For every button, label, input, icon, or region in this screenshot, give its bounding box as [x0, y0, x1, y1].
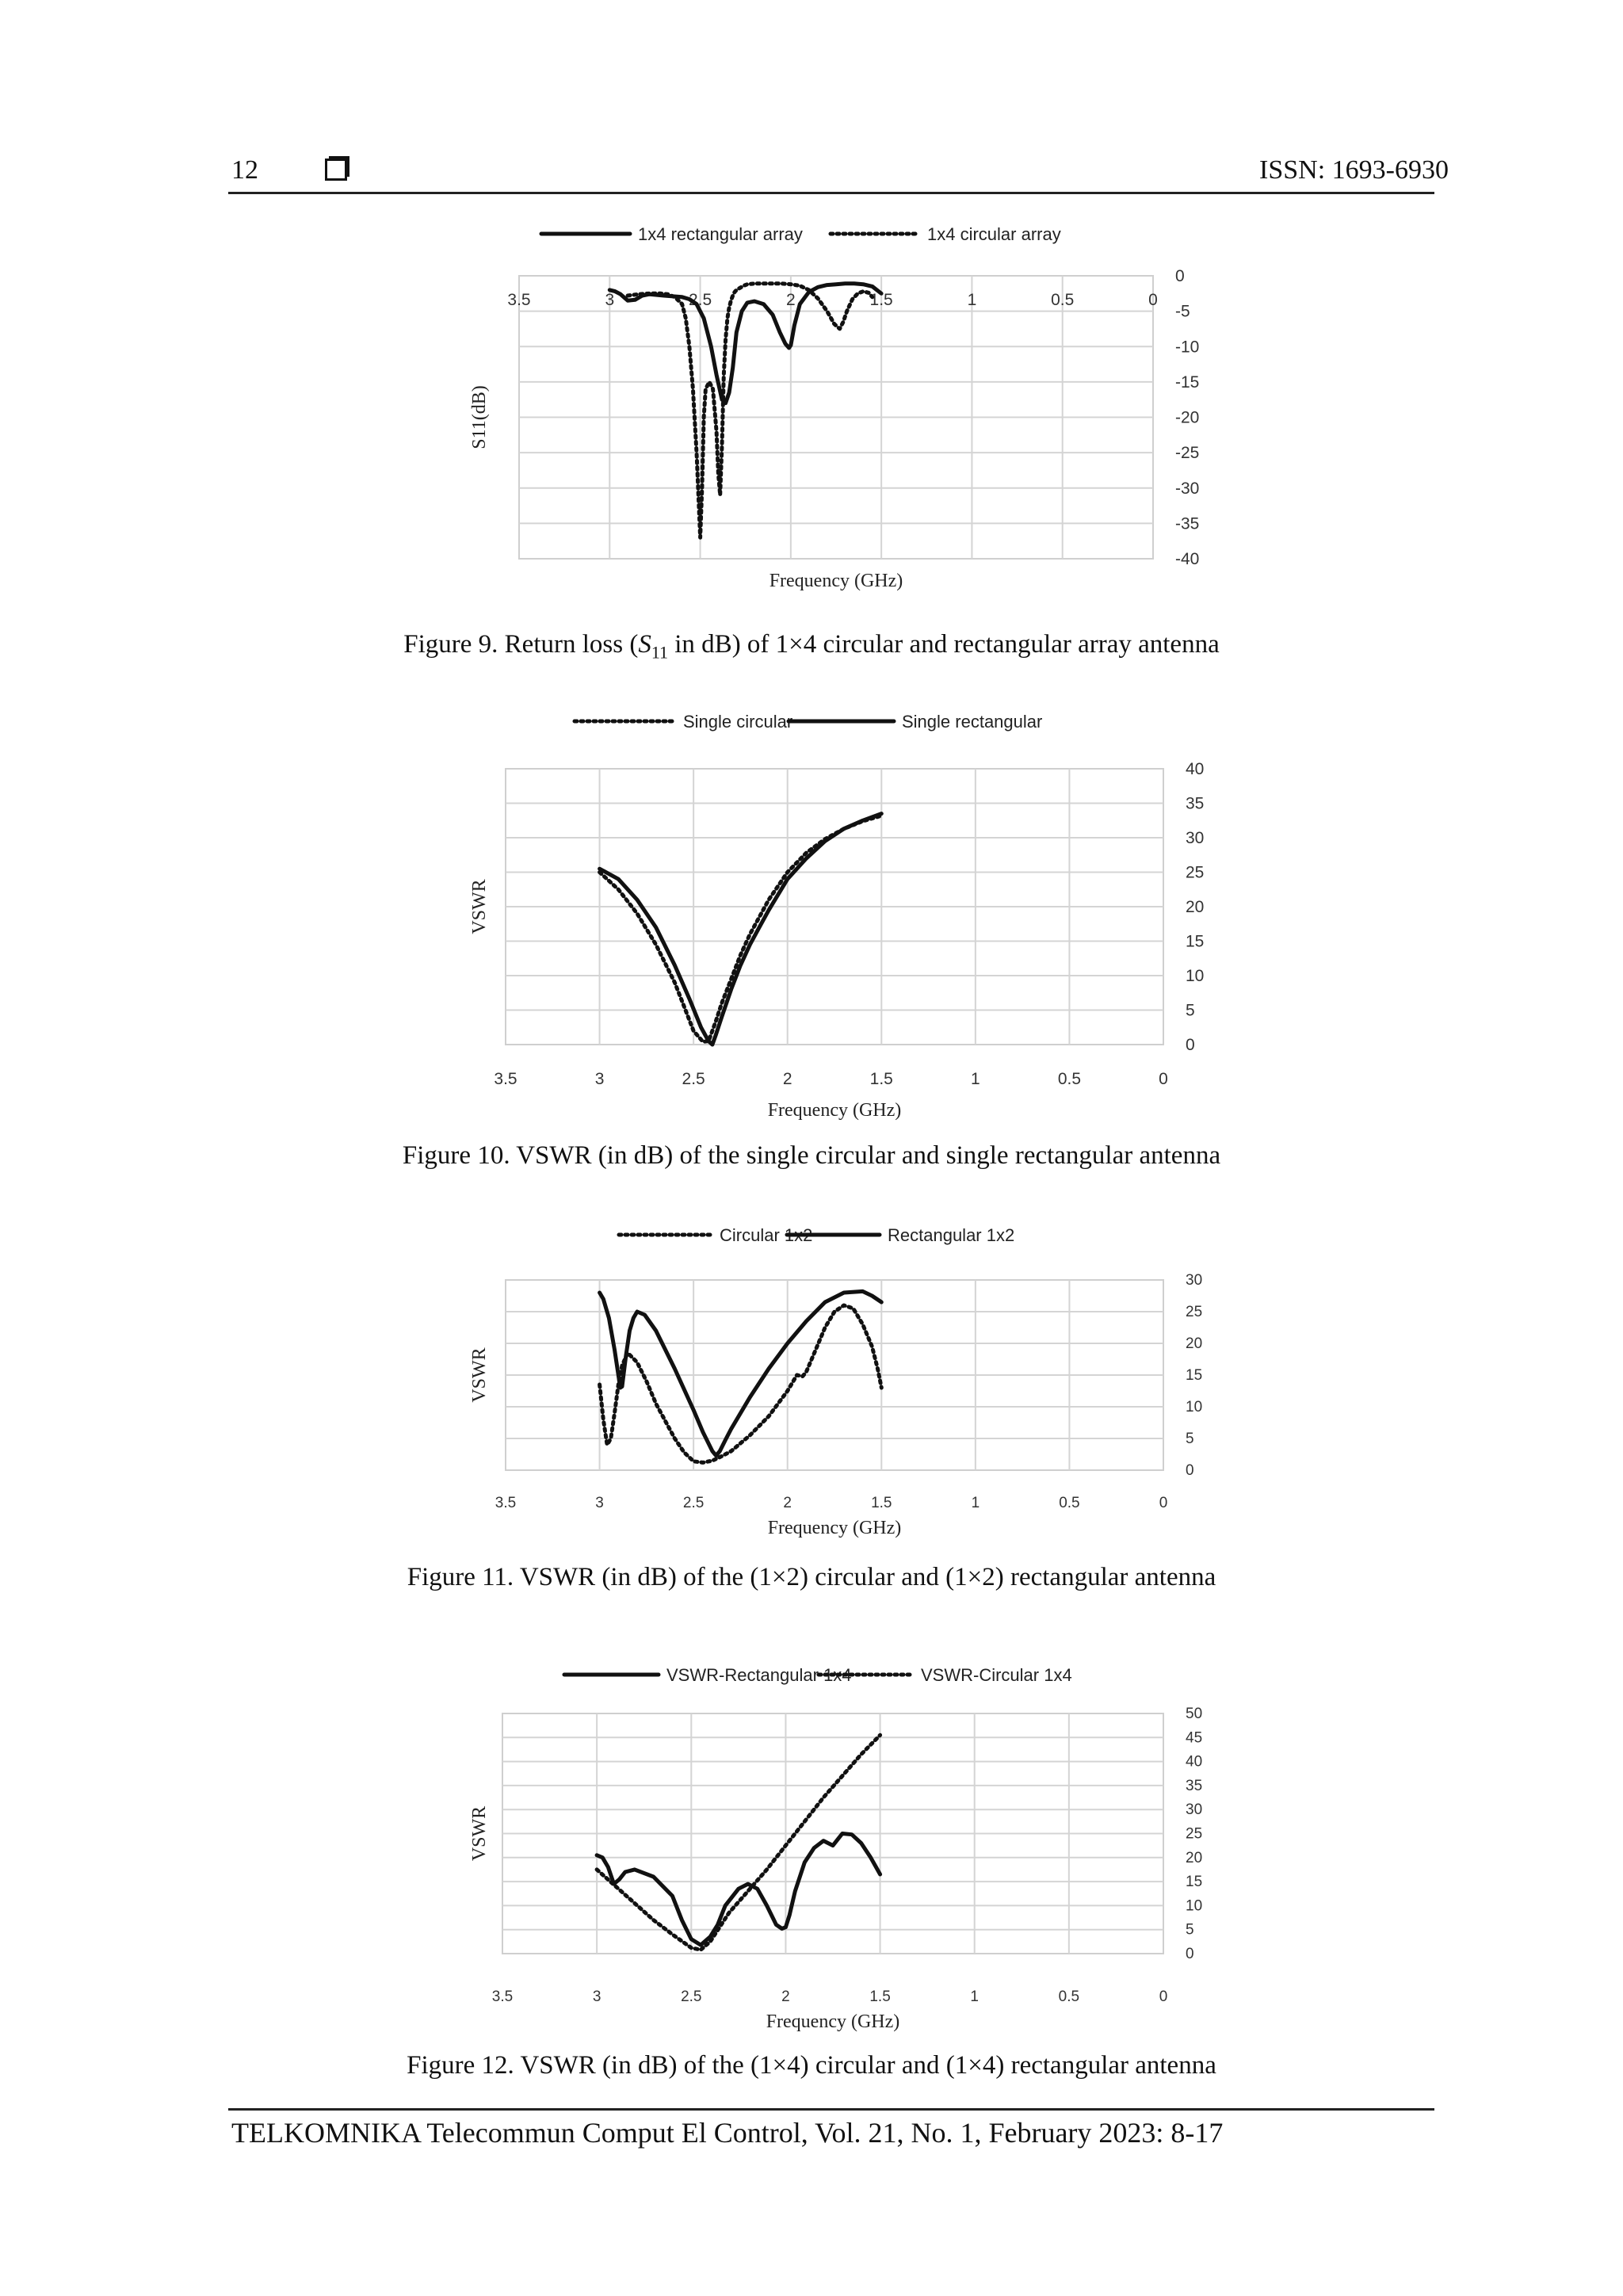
x-axis-title: Frequency (GHz): [767, 1100, 902, 1121]
x-tick-label: 3: [605, 291, 615, 309]
y-tick-label: -20: [1175, 408, 1200, 427]
journal-footer: TELKOMNIKA Telecommun Comput El Control, Vol. 21, No. 1, February 2023: 8-17: [231, 2117, 1224, 2149]
y-tick-label: 5: [1186, 1431, 1194, 1447]
x-tick-label: 3.5: [507, 291, 531, 309]
x-tick-label: 2: [783, 1495, 792, 1511]
y-tick-label: -30: [1175, 479, 1200, 498]
caption-symbol: S: [638, 630, 651, 659]
legend-label: 1x4 rectangular array: [638, 224, 803, 244]
x-tick-label: 0.5: [1057, 1070, 1082, 1088]
box-icon: [325, 159, 347, 181]
y-tick-label: 15: [1186, 1367, 1203, 1384]
figure-9-chart: [0, 206, 1623, 618]
y-tick-label: 20: [1186, 1849, 1203, 1866]
y-tick-label: 50: [1186, 1706, 1203, 1722]
y-tick-label: 35: [1186, 794, 1205, 813]
caption-text: Figure 9. Return loss (: [403, 630, 639, 659]
y-tick-label: 0: [1186, 1036, 1195, 1054]
footer-rule: [228, 2108, 1434, 2111]
x-axis-title: Frequency (GHz): [769, 571, 903, 591]
figure-12-caption: Figure 12. VSWR (in dB) of the (1×4) circular and (1×4) rectangular antenna: [407, 2051, 1216, 2080]
caption-subscript: 11: [651, 642, 669, 663]
y-tick-label: -15: [1175, 372, 1200, 392]
y-tick-label: 15: [1186, 1874, 1203, 1891]
y-tick-label: 10: [1186, 1897, 1203, 1915]
y-axis-title: VSWR: [469, 1347, 490, 1403]
y-tick-label: 25: [1186, 863, 1205, 882]
y-tick-label: -25: [1175, 444, 1200, 463]
x-tick-label: 0.5: [1059, 1495, 1080, 1511]
x-tick-label: 3.5: [491, 1988, 514, 2005]
x-tick-label: 1.5: [871, 1495, 892, 1511]
figure-10-chart: [0, 697, 1623, 1125]
legend-label: Single rectangular: [902, 712, 1043, 732]
legend-label: Circular 1x2: [720, 1225, 813, 1245]
y-tick-label: 25: [1186, 1825, 1203, 1843]
y-tick-label: 5: [1186, 1001, 1195, 1020]
x-tick-label: 3.5: [494, 1070, 517, 1088]
x-tick-label: 0: [1159, 1495, 1168, 1511]
legend-label: VSWR-Circular 1x4: [921, 1665, 1072, 1685]
figure-12-chart: [0, 1637, 1623, 2041]
x-axis-title: Frequency (GHz): [766, 2011, 900, 2032]
legend-label: Rectangular 1x2: [888, 1225, 1015, 1245]
y-tick-label: 30: [1186, 1272, 1203, 1289]
figure-9-caption: [0, 630, 1623, 663]
y-tick-label: -40: [1175, 550, 1200, 568]
x-tick-label: 1.5: [869, 1988, 891, 2005]
y-tick-label: 15: [1186, 932, 1205, 951]
y-tick-label: 30: [1186, 829, 1205, 847]
x-tick-label: 0.5: [1051, 291, 1075, 309]
y-tick-label: 5: [1186, 1921, 1194, 1939]
caption-text: in dB) of 1×4 circular and rectangular array antenna: [668, 630, 1220, 659]
y-tick-label: 35: [1186, 1777, 1203, 1794]
x-tick-label: 0: [1159, 1988, 1168, 2005]
x-tick-label: 1.5: [869, 1070, 893, 1088]
x-tick-label: 1: [971, 1495, 980, 1511]
x-tick-label: 1: [970, 1988, 980, 2005]
figure-10-caption: Figure 10. VSWR (in dB) of the single circular and single rectangular antenna: [402, 1141, 1221, 1170]
y-tick-label: 10: [1186, 1399, 1203, 1415]
x-tick-label: 1.5: [869, 291, 893, 309]
y-tick-label: 30: [1186, 1801, 1203, 1819]
x-tick-label: 3: [594, 1070, 605, 1088]
x-tick-label: 2: [781, 1988, 790, 2005]
x-tick-label: 0.5: [1058, 1988, 1080, 2005]
y-tick-label: 25: [1186, 1304, 1203, 1320]
x-tick-label: 1: [967, 291, 977, 309]
y-tick-label: -35: [1175, 514, 1200, 533]
figure-11-chart: [0, 1213, 1623, 1553]
x-tick-label: 2.5: [682, 1070, 705, 1088]
legend-label: VSWR-Rectangular 1x4: [666, 1665, 852, 1685]
x-tick-label: 2.5: [681, 1988, 702, 2005]
x-tick-label: 0: [1148, 291, 1158, 309]
x-tick-label: 2.5: [688, 291, 712, 309]
y-axis-title: S11(dB): [469, 385, 490, 449]
y-tick-label: 0: [1175, 267, 1185, 285]
legend-label: Single circular: [683, 712, 793, 732]
y-tick-label: 0: [1186, 1462, 1194, 1479]
header-rule: [228, 192, 1434, 194]
y-tick-label: -10: [1175, 338, 1200, 357]
x-axis-title: Frequency (GHz): [767, 1518, 902, 1538]
x-tick-label: 3.5: [495, 1495, 517, 1511]
y-tick-label: 10: [1186, 967, 1205, 985]
x-tick-label: 3: [592, 1988, 601, 2005]
x-tick-label: 2.5: [682, 1495, 705, 1511]
y-tick-label: 40: [1186, 1753, 1203, 1771]
x-tick-label: 3: [595, 1495, 604, 1511]
journal-issn: ISSN: 1693-6930: [1259, 155, 1449, 185]
legend-label: 1x4 circular array: [927, 224, 1061, 244]
y-tick-label: 20: [1186, 1335, 1203, 1352]
page-number: 12: [231, 155, 258, 185]
y-tick-label: 0: [1186, 1946, 1194, 1962]
y-tick-label: -5: [1175, 302, 1190, 321]
y-axis-title: VSWR: [469, 1805, 490, 1862]
y-tick-label: 20: [1186, 898, 1205, 916]
x-tick-label: 2: [786, 291, 796, 309]
y-axis-title: VSWR: [469, 879, 490, 934]
x-tick-label: 2: [782, 1070, 792, 1088]
x-tick-label: 1: [971, 1070, 980, 1088]
figure-11-caption: Figure 11. VSWR (in dB) of the (1×2) circular and (1×2) rectangular antenna: [407, 1563, 1216, 1591]
y-tick-label: 40: [1186, 760, 1205, 778]
x-tick-label: 0: [1159, 1070, 1168, 1088]
y-tick-label: 45: [1186, 1729, 1203, 1747]
